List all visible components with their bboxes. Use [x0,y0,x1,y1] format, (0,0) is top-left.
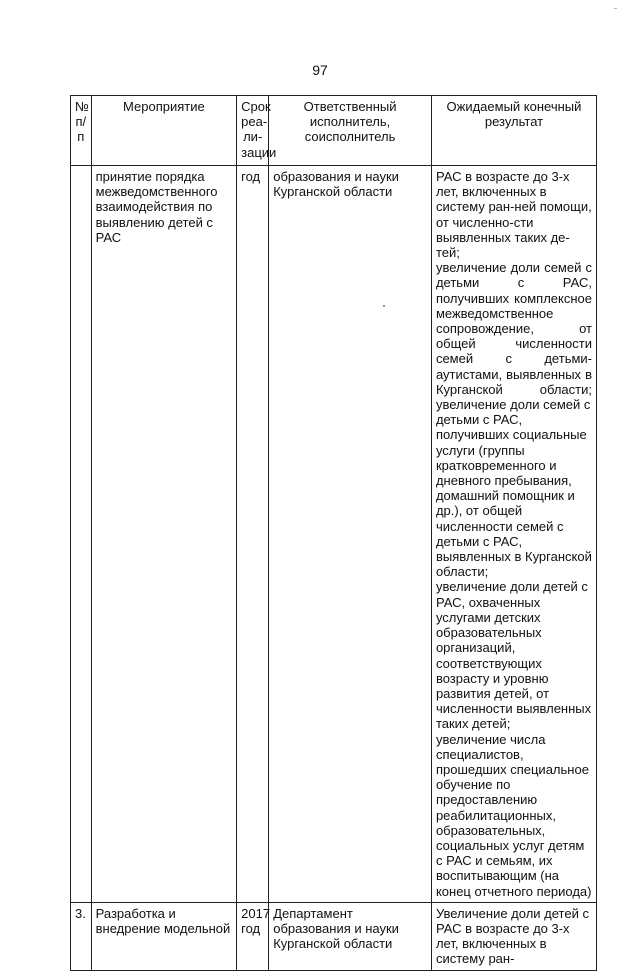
result-paragraph: увеличение числа специалистов, прошедших специальное обучение по предоставлению реабилитационных, образовательных, социальных услуг детям с РАС и семьям, их воспитывающим (на конец отчетного периода) [435,731,592,899]
row-responsible: образования и науки Курганской области [269,166,432,903]
row-result [431,902,596,970]
header-row [71,96,597,166]
row-result [431,166,596,903]
table-body [71,166,597,971]
table-row [71,166,597,903]
scan-speck [614,8,617,9]
header-event: Мероприятие [91,96,237,166]
row-event: принятие порядка межведомственного взаимодействия по выявлению детей с РАС [91,166,237,903]
header-term: Срок реа-ли-зации [237,96,269,166]
row-event: Разработка и внедрение модельной [91,902,237,970]
result-paragraph: увеличение доли детей с РАС, охваченных услугами детских образовательных организаций, соответствующих возрасту и уровню развития детей, от численности выявленных таких детей; [435,579,592,732]
header-result: Ожидаемый конечный результат [431,96,596,166]
table-header [71,96,597,166]
row-num: 3. [71,902,92,970]
result-paragraph: Увеличение доли детей с РАС в возрасте до 3-х лет, включенных в систему ран- [435,905,589,967]
row-term: год [237,166,269,903]
result-paragraph: РАС в возрасте до 3-х лет, включенных в систему ран-ней помощи, от численно-сти выявленных таких де-тей; [435,169,592,261]
page-number: 97 [312,62,328,78]
row-term: 2017 год [237,902,269,970]
result-paragraph: увеличение доли семей с детьми с РАС, получивших социальные услуги (группы кратковременного и дневного пребывания, домашний помощник и др.), от общей численности семей с детьми с РАС, выявленных в Курганской области; [435,397,592,580]
header-responsible: Ответственный исполнитель, соисполнитель [269,96,432,166]
header-num: № п/п [71,96,92,166]
result-paragraph: увеличение доли семей с детьми с РАС, получивших комплексное межведомственное сопровождение, от общей численности семей с детьми-аутистами, выявленных в Курганской области; [435,260,592,397]
row-responsible: Департамент образования и науки Курганской области [269,902,432,970]
row-num [71,166,92,903]
table-row [71,902,597,970]
scan-speck [383,305,385,307]
activities-table [70,95,597,971]
